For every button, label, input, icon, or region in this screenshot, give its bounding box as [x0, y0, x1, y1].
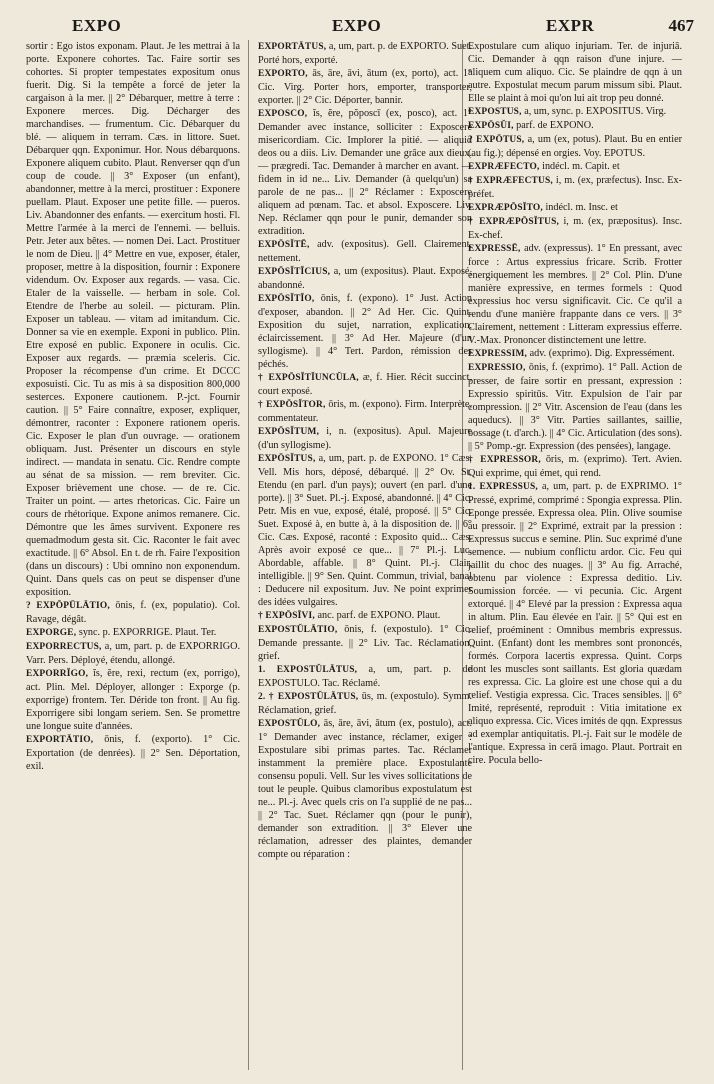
entry-definition: i, n. (expositus). Apul. Majeure (d'un syllogisme).	[258, 426, 472, 451]
dictionary-entry	[468, 201, 682, 215]
entry-definition: ūs, m. (expostulo). Symm. Réclamation, grief.	[258, 691, 472, 716]
dictionary-entry	[468, 361, 682, 453]
dictionary-entry	[468, 40, 682, 105]
dictionary-entry	[468, 133, 682, 160]
entry-headword: EXPORTO,	[258, 69, 308, 79]
entry-headword: EXPŌSĬTĒ,	[258, 240, 310, 250]
dictionary-entry	[26, 599, 240, 626]
entry-headword: † EXPRESSOR,	[468, 455, 541, 465]
entry-headword: EXPŌSĬTĬCIUS,	[258, 267, 331, 277]
entry-headword: EXPRÆPŌSĬTO,	[468, 203, 543, 213]
entry-definition: a, um, part. p. de EXPORRIGO. Varr. Pers. Déployé, étendu, allongé.	[26, 641, 240, 666]
entry-headword: ? EXPŌTUS,	[468, 135, 525, 145]
entry-headword: 1. EXPOSTŬLĀTUS,	[258, 665, 358, 675]
entry-headword: EXPORRĬGO,	[26, 669, 89, 679]
entry-headword: † EXPRÆPŌSĬTUS,	[468, 217, 560, 227]
entry-definition: a, um, part. p. de EXPORTO. Suet. Porté hors, exporté.	[258, 41, 472, 66]
entry-definition: ĭs, ĕre, rexi, rectum (ex, porrigo), act. Plin. Mel. Déployer, allonger : Exporge (p. exporrige) frontem. Ter. Déride ton front. || Au fig. Exporrigere sibi longam seriem. Sen. Se promettre une longue suite d'années.	[26, 668, 240, 732]
entry-definition: ās, āre, āvi, ātum (ex, postulo), act. 1° Demander avec instance, réclamer, exiger : Expostulare sibi primas partes. Tac. Réclamer instamment la première place. Expostulante consensu populi. Vell. Sur les vives sollicitations de tout le peuple. Quibus clamoribus expostulatum est ne... Pl.-j. Avec quels cris on l'a supplié de ne pas... || 2° Tac. Suet. Réclamer qqn (pour le punir), demander son extradition. || 3° Elever une réclamation, adresser des plaintes, demander compte ou réparation :	[258, 718, 472, 860]
dictionary-entry	[258, 67, 472, 107]
entry-headword: EXPOSTUS,	[468, 107, 522, 117]
entry-definition: a, um, sync. p. EXPOSITUS. Virg.	[521, 106, 667, 117]
dictionary-entry	[26, 667, 240, 733]
entry-definition: ās, āre, āvi, ātum (ex, porto), act. 1° Cic. Virg. Porter hors, emporter, transporter, exporter. || 2° Cic. Déporter, bannir.	[258, 68, 472, 106]
entry-headword: EXPORRECTUS,	[26, 642, 102, 652]
dictionary-entry	[258, 265, 472, 292]
entry-definition: adv. (expressus). 1° En pressant, avec force : Artus expressius fricare. Scrib. Frotter énergiquement les membres. || 2° Col. Plin. D'une manière expressive, en termes formels : Quod expressius hoc versu significavit. Cic. Ce qu'il a rendu d'une manière frappante dans ce vers. || 3° Clairement, nettement : Litteram expressius efferre. V.-Max. Prononcer distinctement une lettre.	[468, 243, 682, 346]
entry-headword: † EXPRÆFECTUS,	[468, 176, 553, 186]
entry-headword: EXPŌSĬTĬO,	[258, 294, 315, 304]
column-2	[258, 40, 472, 1074]
entry-definition: æ, f. Hier. Récit succinct, court exposé.	[258, 372, 472, 397]
dictionary-entry	[468, 174, 682, 201]
entry-headword: † EXPŌSĬTĬUNCŬLA,	[258, 373, 359, 383]
dictionary-entry	[258, 452, 472, 609]
dictionary-entry	[258, 425, 472, 452]
entry-definition: anc. parf. de EXPONO. Plaut.	[314, 610, 441, 621]
dictionary-entry	[468, 119, 682, 133]
dictionary-entry	[258, 292, 472, 371]
entry-definition: ōris, m. (exprimo). Tert. Avien. Qui exprime, qui émet, qui rend.	[468, 454, 682, 479]
entry-headword: 1. EXPRESSUS,	[468, 482, 538, 492]
entry-definition: indécl. m. Capit. et	[539, 161, 620, 172]
entry-headword: † EXPŌSĪVI,	[258, 611, 315, 621]
entry-definition: ōnis, f. (ex, populatio). Col. Ravage, dégât.	[26, 600, 240, 625]
entry-headword: EXPŌSŬI,	[468, 121, 514, 131]
entry-headword: EXPORTĀTIO,	[26, 735, 94, 745]
entry-headword: EXPOSTŬLO,	[258, 719, 321, 729]
entry-definition: sync. p. EXPORRIGE. Plaut. Ter.	[76, 627, 217, 638]
entry-definition: sortir : Ego istos exponam. Plaut. Je les mettrai à la porte. Exponere cohortes. Tac. Faire sortir ses cohortes. Si propter tempestates expositum onus fuerit. Dig. Si la tempête a forcé de jeter la cargaison à la mer. || 2° Débarquer, mettre à terre : Exponere merces. Dig. Décharger des marchandises. — frumentum. Cic. Débarquer du blé. — aliquem in terram. Cæs. in littore. Suet. Débarquer qqn. Exponimur. Hor. Nous débarquons. Exponere aliquem cubito. Plaut. Renverser qqn d'un coup de coude. || 3° Exposer (un enfant), abandonner, mettre à la merci, prostituer : Exponere puellam. Plaut. Exposer une petite fille. — pueros. Liv. Abandonner des enfants. — exercitum hosti. Fl. Mettre l'armée à la merci de l'ennemi. — belluis. Petr. Jeter aux bêtes. — nomen Dei. Lact. Prostituer le nom de Dieu. || 4° Mettre en vue, exposer, étaler, proposer, mettre à la disposition, fournir : Exponere videndum. Ov. Exposer aux regards. — vasa. Cic. Etaler de la vaisselle. — herbam in sole. Col. Etendre de l'herbe au soleil. — picturam. Plin. Exposer un tableau. — vitam ad imitandum. Cic. Donner sa vie en exemple. Exponi in publico. Plin. Etre exposé en public. Exponere in oculis. Cic. Exposer aux regards. — præmia sceleris. Cic. Proposer la récompense d'un crime. Et DCCC exposuisti. Cic. Tu as mis à sa disposition 800,000 sesterces. Exponere cautionem. P.-jct. Fournir caution. || 5° Faire connaître, exposer, expliquer, démontrer, raconter : Exponere rationem operis. Cic. Exposer le plan d'un ouvrage. — orationem obliquam. Just. Présenter un discours en style indirect. — mandata in senatu. Cic. Rendre compte au sénat de sa mission. — rem breviter. Cic. Exposer brièvement une chose. — de re. Cic. Traiter un point. — artes rhetoricas. Cic. Faire un cours de rhétorique. Expone animos remanere. Cic. Démontre que les âmes survivent. Exponere res quemadmodum gesta sit. Cic. Raconter le fait avec exactitude. || 6° Absol. En t. de rh. Faire l'exposition (dans un discours) : Ubi omnino non exponendum. Quint. Dans quels cas on peut se dispenser d'une exposition.	[26, 41, 240, 598]
entry-headword: EXPORGE,	[26, 628, 77, 638]
dictionary-entry	[258, 371, 472, 398]
entry-definition: parf. de EXPONO.	[513, 120, 594, 131]
dictionary-entry	[468, 242, 682, 347]
dictionary-entry	[468, 453, 682, 480]
entry-definition: a, um, part. p. de EXPOSTULO. Tac. Réclamé.	[258, 664, 472, 689]
left-running-head: EXPO	[72, 16, 122, 35]
dictionary-entry	[258, 623, 472, 663]
entry-definition: ōnis, f. (exporto). 1° Cic. Exportation (de denrées). || 2° Sen. Déportation, exil.	[26, 734, 240, 772]
entry-definition: Expostulare cum aliquo injuriam. Ter. de injuriā. Cic. Demander à qqn raison d'une injure. — aliquem cum aliquo. Cic. Se plaindre de qqn à un autre. Expostulat mecum parum missum sibi. Plaut. Elle se plaint à moi qu'on lui ait trop peu donné.	[468, 41, 682, 104]
dictionary-entry	[26, 733, 240, 773]
entry-headword: EXPOSTŬLĀTIO,	[258, 625, 338, 635]
dictionary-entry	[468, 105, 682, 119]
dictionary-entry	[468, 160, 682, 174]
entry-headword: EXPOSCO,	[258, 109, 308, 119]
entry-headword: EXPŌSĬTUM,	[258, 427, 320, 437]
page-number: 467	[668, 16, 694, 35]
entry-definition: ōnis, f. (exprimo). 1° Pall. Action de presser, de faire sortir en pressant, expression : Expressio spiritūs. Vitr. Expulsion de l'air par compression. || 2° Vitr. Ascension de l'eau (dans les aqueducs). || 3° Vitr. Parties saillantes, saillie, bossage (t. d'arch.). || 4° Cic. Articulation (des sons). || 5° Pomp.-gr. Expression (des pensées), langage.	[468, 362, 682, 452]
entry-definition: a, um, part. p. de EXPRIMO. 1° Pressé, exprimé, comprimé : Spongia expressa. Plin. Eponge pressée. Expressa olea. Plin. Olive soumise au pressoir. || 2° Exprimé, extrait par la pression : Expressus succus e semine. Plin. Suc exprimé d'une semence. — nubium conflictu ardor. Cic. Feu qui jaillit du choc des nuages. || 3° Au fig. Arraché, obtenu par violence : Expressa deditio. Liv. Soumission forcée. — vi pecunia. Cic. Argent extorqué. || 4° Elevé par la pression : Expressa aqua in altum. Plin. Eau élevée en l'air. || 5° Qui est en relief, proéminent : Omnibus membris expressus. Quint. (Enfant) dont les membres sont prononcés, formés. Corpora lacertis expressa. Quint. Corps dont les muscles sont saillants. Est gloria quædam res expressa. Cic. La gloire est une chose qui a du relief. Vestigia expressa. Cic. Traces sensibles. || 6° Imité, représenté, reproduit : Vitia imitatione ex aliquo expressa. Cic. Vices imités de qqn. Expressus ad exemplar antiquitatis. Pl.-j. Fait sur le modèle de l'antique. Expressa in cerā imago. Plaut. Portrait en cire. Pocula bello-	[468, 481, 682, 766]
entry-headword: ? EXPŌPŪLĀTIO,	[26, 601, 110, 611]
entry-headword: EXPRESSIO,	[468, 363, 526, 373]
entry-headword: EXPŌSĬTUS,	[258, 454, 316, 464]
dictionary-entry	[26, 640, 240, 667]
dictionary-entry	[468, 215, 682, 242]
entry-definition: a, um (ex, potus). Plaut. Bu en entier (au fig.); dépensé en orgies. Voy. EPOTUS.	[468, 134, 682, 159]
dictionary-entry	[26, 626, 240, 640]
dictionary-entry	[468, 347, 682, 361]
entry-definition: ōris, m. (expono). Firm. Interprète, commentateur.	[258, 399, 472, 424]
dictionary-entry	[258, 238, 472, 265]
dictionary-entry	[26, 40, 240, 599]
entry-definition: adv. (expositus). Gell. Clairement, nettement.	[258, 239, 472, 264]
column-3	[468, 40, 682, 1074]
dictionary-entry	[258, 609, 472, 623]
dictionary-entry	[258, 663, 472, 690]
dictionary-entry	[258, 107, 472, 238]
entry-definition: ōnis, f. (expono). 1° Just. Action d'exposer, abandon. || 2° Ad Her. Cic. Quint. Exposition du sujet, narration, explication, éclaircissement. || 3° Ad Her. Majeure (d'un syllogisme). || 4° Tert. Pardon, rémission des péchés.	[258, 293, 472, 370]
entry-headword: † EXPŌSĬTOR,	[258, 400, 326, 410]
entry-definition: a, um (expositus). Plaut. Exposé, abandonné.	[258, 266, 472, 291]
entry-definition: i, m. (ex, præfectus). Insc. Ex-préfet.	[468, 175, 682, 200]
entry-headword: 2. † EXPOSTŬLĀTUS,	[258, 692, 359, 702]
entry-definition: adv. (exprimo). Dig. Expressément.	[527, 348, 675, 359]
dictionary-entry	[258, 717, 472, 861]
right-running-head: EXPR	[546, 16, 595, 35]
entry-headword: EXPRESSĒ,	[468, 244, 521, 254]
entry-definition: a, um, part. p. de EXPONO. 1° Cæs. Vell. Mis hors, déposé, débarqué. || 2° Ov. St. Etendu (en parl. d'un pays); ouvert (en parl. d'une porte). || 3° Suet. Pl.-j. Exposé, abandonné. || 4° Cic. Petr. Mis en vue, exposé, étalé, proposé. || 5° Cic. Suet. Exposé à, en butte à, à la disposition de. || 6° Cic. Cæs. Exposé, raconté : Exposito quid... Cæs. Après avoir exposé ce que... || 7° Pl.-j. Luc. Abordable, affable. || 8° Quint. Pl.-j. Clair, intelligible. || 9° Sen. Quint. Commun, trivial, banal : Deducere nil expositum. Juv. Ne point exprimer des idées vulgaires.	[258, 453, 472, 608]
dictionary-entry	[468, 480, 682, 767]
entry-definition: indécl. m. Insc. et	[542, 202, 618, 213]
center-running-head: EXPO	[332, 16, 382, 35]
page-header	[16, 14, 698, 40]
dictionary-entry	[258, 690, 472, 717]
dictionary-entry	[258, 398, 472, 425]
entry-headword: EXPRÆFECTO,	[468, 162, 540, 172]
column-divider	[248, 40, 249, 1070]
entry-headword: EXPORTĀTUS,	[258, 42, 327, 52]
entry-definition: i, m. (ex, præpositus). Insc. Ex-chef.	[468, 216, 682, 241]
entry-headword: EXPRESSIM,	[468, 349, 528, 359]
entry-definition: ĭs, ĕre, pŏposcī (ex, posco), act. 1° Demander avec instance, solliciter : Exposcere misericordiam. Cic. Implorer la pitié. — aliquid deos ou a diis. Liv. Demander une grâce aux dieux. — prægredi. Tac. Demander à marcher en avant. — fidem in id ne... Liv. Demander (à quelqu'un) sa parole de ne pas... || 2° Réclamer : Exposcere aliquem ad pœnam. Tac. et absol. Exposcere. Liv. Nep. Réclamer qqn pour le punir, demander son extradition.	[258, 108, 472, 237]
dictionary-entry	[258, 40, 472, 67]
column-1	[26, 40, 240, 1074]
entry-definition: ōnis, f. (expostulo). 1° Cic. Demande pressante. || 2° Liv. Tac. Réclamation, grief.	[258, 624, 472, 662]
